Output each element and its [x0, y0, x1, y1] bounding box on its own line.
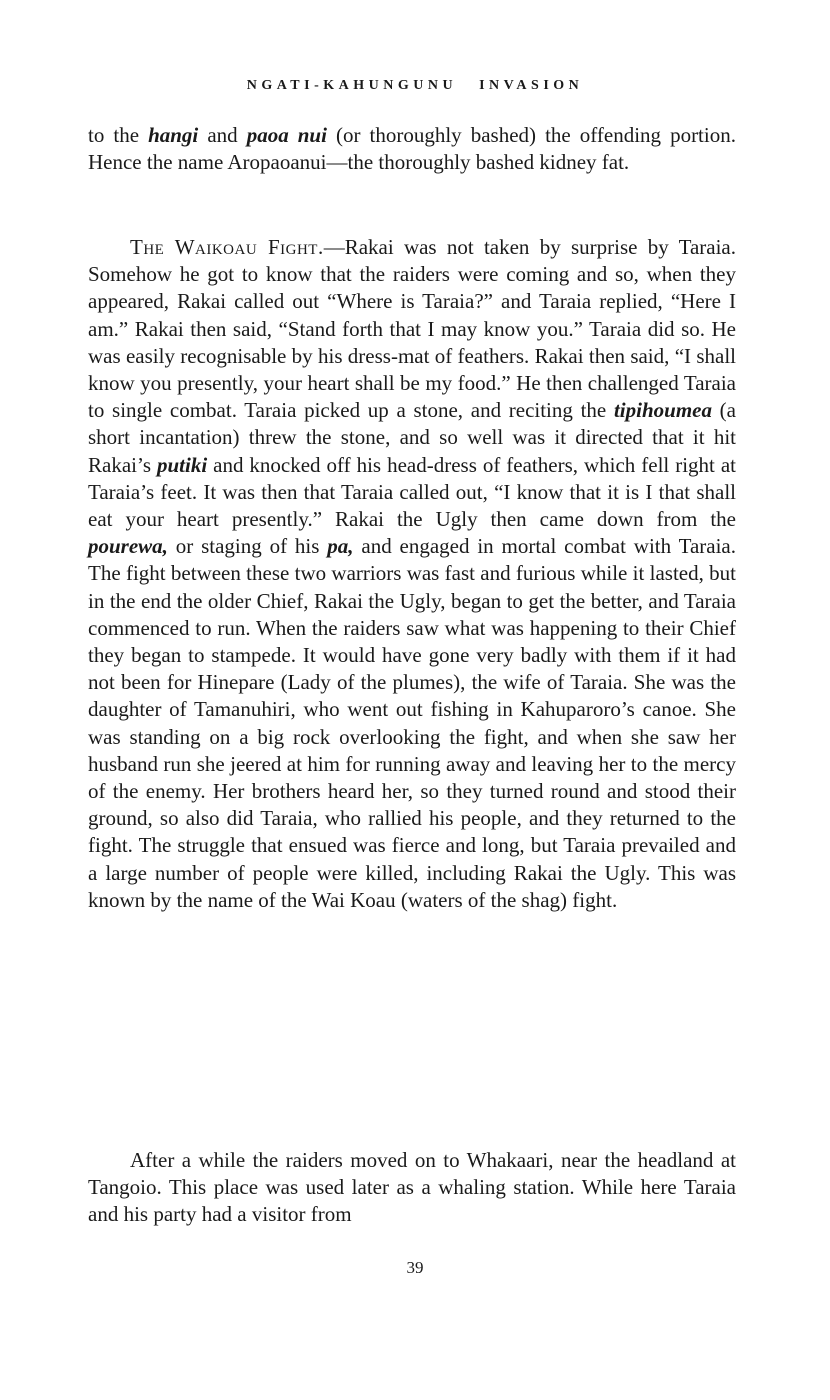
italic-term: pa,	[327, 534, 354, 559]
page-number: 39	[406, 1258, 424, 1277]
italic-term: pourewa,	[88, 534, 168, 559]
text-run: and	[198, 123, 247, 147]
section-heading: The Waikoau Fight.	[130, 235, 324, 259]
italic-term: hangi	[148, 123, 199, 147]
text-run: (a short incantation) threw the stone, and so well was it directed that it hit Rakai’s	[88, 398, 736, 477]
paragraph-waikoau-fight	[88, 234, 736, 914]
text-run: After a while the raiders moved on to Whakaari, near the headland at Tangoio. This place was used later as a whaling station. While here Taraia and his party had a visitor from	[88, 1148, 736, 1227]
text-run: and knocked off his head-dress of feathers, which fell right at Taraia’s feet. It was then that Taraia called out, “I know that it is I that shall eat your heart presently.” Rakai the Ugly then came down from the	[88, 452, 736, 532]
italic-term: tipihoumea	[613, 398, 712, 423]
text-run: or staging of his	[167, 534, 328, 559]
running-head: NGATI-KAHUNGUNU INVASION	[246, 78, 584, 93]
italic-term: putiki	[156, 452, 208, 477]
paragraph-continuation	[88, 122, 736, 176]
text-run: to the	[88, 123, 149, 147]
text-run: (or thoroughly bashed) the offending portion. Hence the name Aropaoanui—the thoroughly bashed kidney fat.	[88, 123, 736, 175]
text-run: —Rakai was not taken by surprise by Taraia. Somehow he got to know that the raiders were coming and so, when they appeared, Rakai called out “Where is Taraia?” and Taraia replied, “Here I am.” Rakai then said, “Stand forth that I may know you.” Taraia did so. He was easily recognisable by his dress-mat of feathers. Rakai then said, “I shall know you presently, your heart shall be my food.” He then challenged Taraia to single combat. Taraia picked up a stone, and reciting the	[88, 235, 736, 423]
italic-term: paoa nui	[246, 123, 327, 147]
text-run: and engaged in mortal combat with Taraia. The fight between these two warriors was fast and furious while it lasted, but in the end the older Chief, Rakai the Ugly, began to get the better, and Taraia commenced to run. When the raiders saw what was happening to their Chief they began to stampede. It would have gone very badly with them if it had not been for Hinepare (Lady of the plumes), the wife of Taraia. She was the daughter of Tamanuhiri, who went out fishing in Kahuparoro’s canoe. She was standing on a big rock overlooking the fight, and when she saw her husband run she jeered at him for running away and leaving her to the mercy of the enemy. Her brothers heard her, so they turned round and stood their ground, so also did Taraia, who rallied his people, and they returned to the fight. The struggle that ensued was fierce and long, but Taraia prevailed and a large number of people were killed, including Rakai the Ugly. This was known by the name of the Wai Koau (waters of the shag) fight.	[88, 534, 736, 912]
paragraph-whakaari	[88, 1147, 736, 1229]
